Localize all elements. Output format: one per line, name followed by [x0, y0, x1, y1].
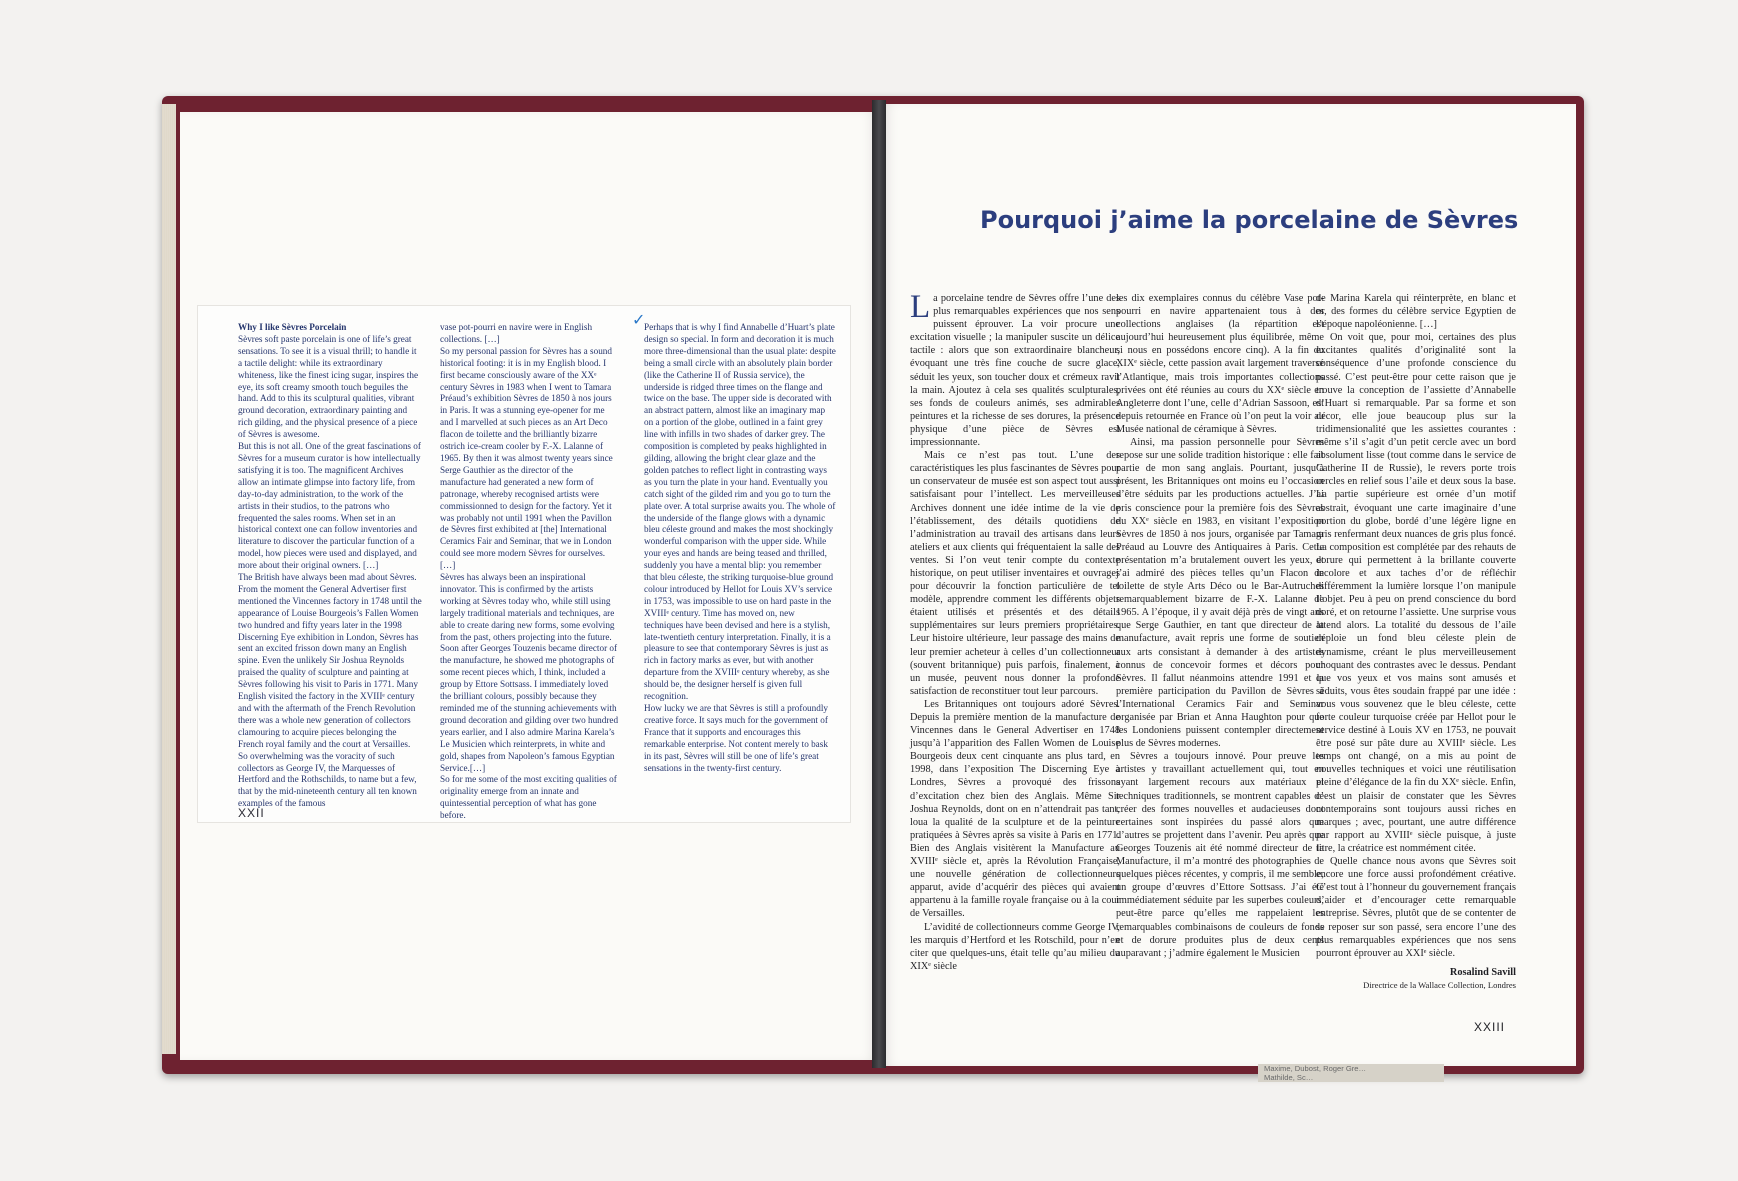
french-paragraph: les dix exemplaires connus du célèbre Vase pot-pourri en navire appartenaient tous à des collections anglaises (la répartition est aujourd’hui heureusement plus équilibrée, même si nous en possédons encore cinq). A la fin du XIXᵉ siècle, cette passion avait largement traversé l’Atlantique, mais trois importantes collections privées ont été réunies au cours du XXᵉ siècle en Angleterre dont l’une, celle d’Adrian Sassoon, est depuis retournée en France où l’on peut la voir au Musée national de céramique à Sèvres.	[1116, 293, 1324, 435]
english-heading: Why I like Sèvres Porcelain	[238, 322, 347, 332]
english-paragraph: Sèvres soft paste porcelain is one of life’s great sensations. To see it is a visual thrill; to handle it a tactile delight: while its extraordinary whiteness, like the finest icing sugar, inspires the eye, its soft creamy smooth touch beguiles the hand. Add to this its sculptural qualities, vibrant ground decoration, extraordinary painting and rich gilding, and the physical presence of a piece of Sèvres is awesome.	[238, 333, 419, 440]
french-paragraph: Mais ce n’est pas tout. L’une des caractéristiques les plus fascinantes de Sèvres pour un conservateur de musée est son aspect tout aussi satisfaisant pour l’intellect. Les merveilleuses Archives donnent une idée intime de la vie de l’établissement, des détails quotidiens de l’administration au travail des artisans dans leurs ateliers et aux clients qui fréquentaient la salle des ventes. Si l’on veut tenir compte du contexte historique, on peut utiliser inventaires et ouvrages pour découvrir la fonction particulière de tel modèle, apprendre comment les différents objets étaient utilisés et présentés et des détails supplémentaires sur leurs premiers propriétaires. Leur histoire ultérieure, leur passage des mains de leur premier acheteur à celles d’un collectionneur (souvent britannique) puis parfois, finalement, à un musée, peuvent nous donner la profonde satisfaction de reconstituer tout leur parcours.	[910, 450, 1120, 697]
french-paragraph: Les Britanniques ont toujours adoré Sèvres. Depuis la première mention de la manufacture de Vincennes dans le General Advertiser en 1748 jusqu’à l’apparition des Fallen Women de Louise Bourgeois deux cent cinquante ans plus tard, en 1998, dans l’exposition The Discerning Eye à Londres, Sèvres a provoqué des frissons d’excitation chez bien des Anglais. Même Sir Joshua Reynolds, dont on en n’attendrait pas tant, loua la qualité de la sculpture et de la peinture pratiquées à Sèvres après sa visite à Paris en 1771. Bien des Anglais visitèrent la Manufacture au XVIIIᵉ siècle et, après la Révolution Française, une nouvelle génération de collectionneurs apparut, avide d’acquérir des pièces qui avaient appartenu à la famille royale française ou à la cour de Versailles.	[910, 698, 1120, 920]
english-column-1	[238, 322, 422, 810]
french-column-2	[1116, 292, 1324, 960]
page-number-left: XXII	[238, 806, 265, 820]
french-paragraph: de Marina Karela qui réinterprète, en blanc et or, des formes du célèbre service Egyptien de l’époque napoléonienne. […]	[1316, 293, 1516, 331]
english-paragraph: So for me some of the most exciting qualities of originality emerge from an innate and quintessential perception of what has gone before.	[440, 774, 617, 821]
english-column-3	[644, 322, 836, 774]
english-paragraph: So my personal passion for Sèvres has a sound historical footing: it is in my English blood. I first became consciously aware of the XXᵉ century Sèvres in 1983 when I went to Tamara Préaud’s exhibition Sèvres de 1850 à nos jours in Paris. It was a stunning eye-opener for me and I marvelled at such pieces as an Art Deco flacon de toilette and the brilliantly bizarre ostrich ice-cream cooler by F.-X. Lalanne of 1965. By then it was almost twenty years since Serge Gauthier as the director of the manufacture had generated a new form of patronage, whereby recognised artists were commissionned to design for the factory. Yet it was probably not until 1991 when the Pavillon de Sèvres first exhibited at [the] International Ceramics Fair and Seminar, that we in London could see more modern Sèvres for ourselves. […]	[440, 345, 613, 571]
french-column-1	[910, 289, 1120, 973]
english-paragraph: Sèvres has always been an inspirational innovator. This is confirmed by the artists working at Sèvres today who, while still using largely traditional materials and techniques, are able to create daring new forms, some evolving from the past, others projecting into the future. Soon after Georges Touzenis became director of the manufacture, he showed me photographs of some recent pieces which, I think, included a group by Ettore Sottsass. I immediately loved the brilliant colours, possibly because they reminded me of the stunning achievements with ground decoration and gilding over two hundred years earlier, and I also admire Marina Karela’s Le Musicien which reinterprets, in white and gold, shapes from Napoleon’s famous Egyptian Service.[…]	[440, 572, 619, 773]
page-number-right: XXIII	[1474, 1020, 1506, 1034]
book-spine-gutter	[872, 100, 886, 1068]
signature-role: Directrice de la Wallace Collection, Londres	[1363, 979, 1516, 990]
english-paragraph: The British have always been mad about Sèvres. From the moment the General Advertiser first mentioned the Vincennes factory in 1748 until the appearance of Louise Bourgeois’s Fallen Women two hundred and fifty years later in the 1998 Discerning Eye exhibition in London, Sèvres has sent an excited frisson down many an English spine. Even the unlikely Sir Joshua Reynolds praised the quality of sculpture and painting at Sèvres following his visit to Paris in 1771. Many English visited the factory in the XVIIIᵉ century and with the aftermath of the French Revolution there was a whole new generation of collectors clamouring to acquire pieces belonging the French royal family and the court at Versailles. So overwhelming was the voracity of such collectors as George IV, the Marquesses of Hertford and the Rothschilds, to name but a few, that by the mid-nineteenth century all ten known examples of the famous	[238, 572, 422, 809]
french-paragraph: Ainsi, ma passion personnelle pour Sèvres repose sur une solide tradition historique : elle fait partie de mon sang anglais. Pourtant, jusqu’à présent, les Britanniques ont moins eu l’occasion d’être séduits par les productions actuelles. J’ai pris conscience pour la première fois des Sèvres du XXᵉ siècle en 1983, en visitant l’exposition Sèvres de 1850 à nos jours, organisée par Tamara Préaud au Louvre des Antiquaires à Paris. Cette présentation m’a brutalement ouvert les yeux, et j’ai admiré des pièces telles qu’un Flacon de toilette de style Arts Déco ou le Bar-Autruches remarquablement bizarre de F.-X. Lalanne de 1965. A l’époque, il y avait déjà près de vingt ans que Serge Gauthier, en tant que directeur de la manufacture, avait repris une forme de soutien aux arts consistant à demander à des artistes connus de concevoir formes et décors pour Sèvres. Il fallut néanmoins attendre 1991 et la première participation du Pavillon de Sèvres à l’International Ceramics Fair and Seminar organisée par Brian et Anna Haughton pour que les Londoniens puissent contempler directement plus de Sèvres modernes.	[1116, 437, 1324, 750]
drop-cap: L	[910, 289, 931, 325]
english-paragraph: How lucky we are that Sèvres is still a profoundly creative force. It says much for the government of France that it supports and encourages this remarkable enterprise. Not content merely to bask in its past, Sèvres will still be one of life’s great sensations in the twenty-first century.	[644, 703, 828, 773]
signature-name: Rosalind Savill	[1449, 966, 1516, 978]
english-paragraph: But this is not all. One of the great fascinations of Sèvres for a museum curator is how intellectually satisfying it is too. The magnificent Archives allow an intimate glimpse into factory life, from day-to-day administration, to the work of the artists in their studios, to the patrons who frequented the sales rooms. When set in an historical context one can follow inventories and literature to discover the particular function of a model, how pieces were used and displayed, and more about their original owners. […]	[238, 441, 421, 571]
page-title: Pourquoi j’aime la porcelaine de Sèvres	[980, 206, 1519, 234]
english-paragraph: vase pot-pourri en navire were in English collections. […]	[440, 322, 593, 344]
label-strip-line: Maxime, Dubost, Roger Gre…	[1264, 1064, 1367, 1073]
french-paragraph: La porcelaine tendre de Sèvres offre l’une des plus remarquables expériences que nos sens puissent éprouver. La voir procure une excitation visuelle ; la manipuler suscite un délice tactile : alors que son extraordinaire blancheur, évoquant une très fine couche de sucre glace, séduit les yeux, son toucher doux et crémeux ravit la main. Ajoutez à cela ses qualités sculpturales, ses fonds de couleurs animés, ses admirables peintures et la richesse de ses dorures, la présence physique d’une pièce de Sèvres est impressionnante.	[910, 289, 1120, 449]
english-column-2	[440, 322, 620, 822]
pen-correction-mark-icon: ✓	[632, 310, 646, 329]
french-paragraph: Quelle chance nous avons que Sèvres soit encore une force aussi profondément créative. C’est tout à l’honneur du gouvernement français d’aider et d’encourager cette remarquable entreprise. Sèvres, plutôt que de se contenter de se reposer sur son passé, sera encore l’une des plus remarquables expériences que nos sens pourront éprouver au XXIᵉ siècle.	[1316, 856, 1516, 959]
bottom-label-strip	[1258, 1064, 1444, 1082]
page-edges	[162, 104, 176, 1054]
label-strip-line: Mathilde, Sc…	[1264, 1073, 1314, 1082]
english-paragraph: Perhaps that is why I find Annabelle d’Huart’s plate design so special. In form and decoration it is much more three-dimensional than the usual plate: despite being a small circle with an absolutely plain border (like the Catherine II of Russia service), the underside is ridged three times on the flange and twice on the base. The upper side is decorated with an abstract pattern, almost like an imaginary map on a portion of the globe, outlined in a faint grey line with infills in two shades of darker grey. The composition is completed by peaks highlighted in gilding, allowing the bright clear glaze and the golden patches to reflect light in contrasting ways as you turn the plate in your hand. Eventually you catch sight of the gilded rim and you go to turn the plate over. A total surprise awaits you. The whole of the underside of the flange glows with a dynamic bleu céleste ground and makes the most shockingly wonderful comparison with the upper side. While your eyes and hands are being teased and thrilled, suddenly you have a mental blip: you remember that bleu céleste, the striking turquoise-blue ground colour introduced by Hellot for Louis XV’s service in 1753, was impossible to use on hard paste in the XVIIIᵉ century. Time has moved on, new techniques have been devised and here is a stylish, late-twentieth century interpretation. Finally, it is a pleasure to see that contemporary Sèvres is just as rich in factory marks as ever, but with another departure from the XVIIIᵉ century whereby, as she should be, the designer herself is given full recognition.	[644, 322, 836, 702]
french-column-3	[1316, 292, 1516, 992]
french-paragraph: On voit que, pour moi, certaines des plus excitantes qualités d’originalité sont la conséquence d’une profonde conscience du passé. C’est peut-être pour cette raison que je trouve la conception de l’assiette d’Annabelle d’Huart si remarquable. Par sa forme et son décor, elle joue beaucoup plus sur la tridimensionalité que les assiettes courantes : même s’il s’agit d’un petit cercle avec un bord absolument lisse (tout comme dans le service de Catherine II de Russie), le revers porte trois cercles en relief sous l’aile et deux sous la base. La partie supérieure est ornée d’un motif abstrait, évoquant une carte imaginaire d’une portion du globe, bordé d’une légère ligne en gris renfermant deux nuances de gris plus foncé. La composition est complétée par des rehauts de dorure qui permettent à la brillante couverte incolore et aux taches d’or de réfléchir différemment la lumière lorsque l’on manipule l’objet. Peu à peu on prend conscience du bord doré, et on retourne l’assiette. Une surprise vous attend alors. La totalité du dessous de l’aile déploie un fond bleu céleste plein de dynamisme, créant le plus merveilleusement choquant des contrastes avec le dessus. Pendant que vos yeux et vos mains sont amusés et séduits, vous êtes soudain frappé par une idée : vous vous souvenez que le bleu céleste, cette forte couleur turquoise créée par Hellot pour le service destiné à Louis XV en 1753, ne pouvait être posé sur pâte dure au XVIIIᵉ siècle. Les temps ont changé, on a mis au point de nouvelles techniques et voici une réutilisation pleine d’élégance de la fin du XXᵉ siècle. Enfin, c’est un plaisir de constater que les Sèvres contemporains sont toujours aussi riches en marques ; avec, pourtant, une autre différence par rapport au XVIIIᵉ siècle puisque, à juste titre, la créatrice est nommément citée.	[1316, 332, 1516, 854]
french-paragraph: Sèvres a toujours innové. Pour preuve les artistes y travaillant actuellement qui, tout en ayant largement recours aux matériaux et techniques traditionnels, se montrent capables de créer des formes nouvelles et audacieuses dont certaines sont inspirées du passé alors que d’autres se projettent dans l’avenir. Peu après que Georges Touzenis ait été nommé directeur de la Manufacture, il m’a montré des photographies de quelques pièces récentes, y compris, il me semble, un groupe d’œuvres d’Ettore Sottsass. J’ai été immédiatement séduite par les superbes couleurs, peut-être parce qu’elles me rappelaient les remarquables combinaisons de couleurs de fonds et de dorure produites plus de deux cents auparavant ; j’admire également le Musicien	[1116, 751, 1324, 959]
french-paragraph: L’avidité de collectionneurs comme George IV, les marquis d’Hertford et les Rotschild, pour n’en citer que quelques-uns, était telle qu’au milieu du XIXᵉ siècle	[910, 921, 1120, 972]
